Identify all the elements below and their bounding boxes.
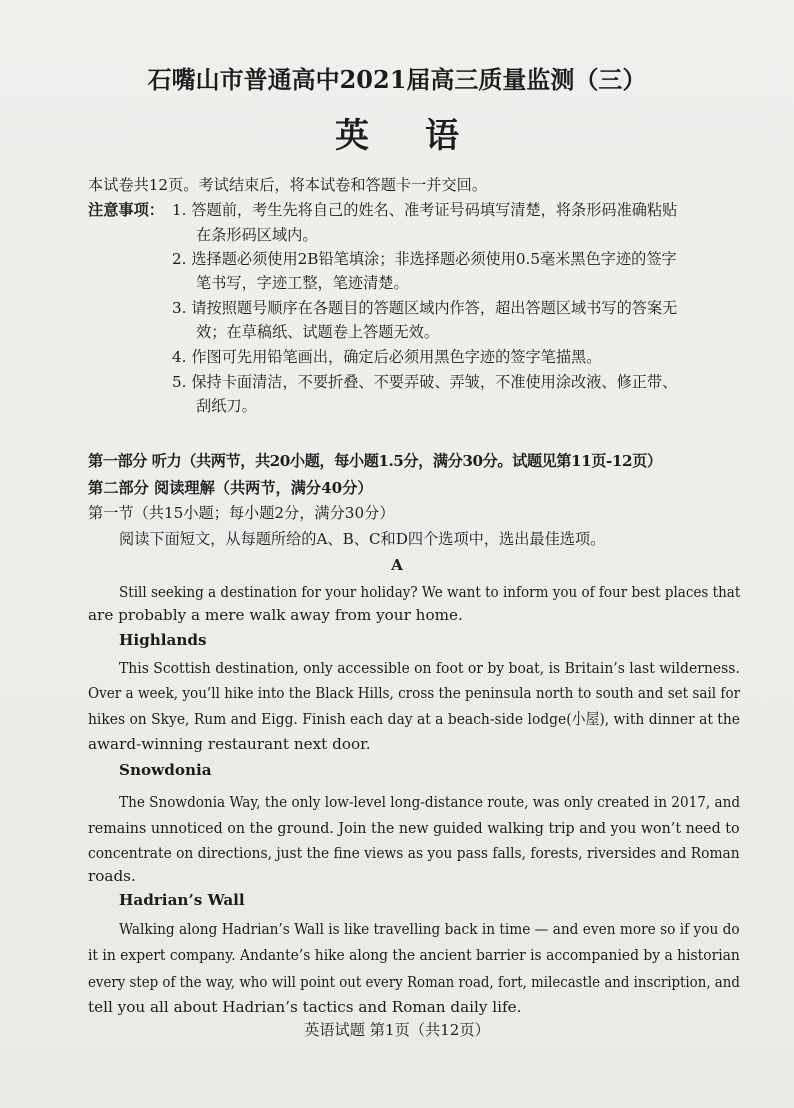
paragraph-line: hikes on Skye, Rum and Eigg. Finish each day at a beach-side lodge(小屋), with dinner at the (88, 710, 740, 728)
notice-item-4: 4. 作图可先用铅笔画出，确定后必须用黑色字迹的签字笔描黑。 (172, 348, 602, 366)
notice-item-3-cont: 效；在草稿纸、试题卷上答题无效。 (196, 323, 439, 341)
notice-item-2: 2. 选择题必须使用2B铅笔填涂；非选择题必须使用0.5毫米黑色字迹的签字 (172, 250, 677, 268)
paragraph-line: roads. (88, 867, 136, 885)
notice-item-3: 3. 请按照题号顺序在各题目的答题区域内作答，超出答题区域书写的答案无 (172, 299, 678, 317)
exam-subject: 英语 (335, 116, 515, 156)
paragraph-line: Over a week, you’ll hike into the Black Hills, cross the peninsula north to south and set sail for (88, 684, 741, 702)
paragraph-line: award-winning restaurant next door. (88, 735, 371, 753)
part1-heading: 第一部分 听力（共两节，共20小题，每小题1.5分，满分30分。试题见第11页-12页） (88, 452, 662, 470)
reading-instruction: 阅读下面短文，从每题所给的A、B、C和D四个选项中，选出最佳选项。 (119, 530, 606, 548)
paragraph-line: remains unnoticed on the ground. Join the new guided walking trip and you won’t need to (88, 819, 740, 837)
notice-item-5-cont: 刮纸刀。 (196, 397, 257, 415)
notice-item-2-cont: 笔书写，字迹工整，笔迹清楚。 (196, 274, 409, 292)
section1-heading: 第一节（共15小题；每小题2分，满分30分） (88, 504, 395, 522)
page-footer: 英语试题 第1页（共12页） (304, 1021, 490, 1039)
part2-heading: 第二部分 阅读理解（共两节，满分40分） (88, 479, 373, 497)
passage-intro-line: are probably a mere walk away from your home. (88, 606, 463, 624)
paragraph-line: The Snowdonia Way, the only low-level long-distance route, was only created in 2017, and (119, 793, 741, 811)
paragraph-line: Walking along Hadrian’s Wall is like travelling back in time — and even more so if you do (119, 920, 740, 938)
passage-intro-line: Still seeking a destination for your holiday? We want to inform you of four best places that (119, 583, 741, 601)
notice-item-5: 5. 保持卡面清洁，不要折叠、不要弄破、弄皱，不准使用涂改液、修正带、 (172, 373, 678, 391)
paragraph-line: it in expert company. Andante’s hike along the ancient barrier is accompanied by a historian (88, 946, 740, 964)
section-heading-highlands: Highlands (119, 631, 207, 649)
paragraph-line: tell you all about Hadrian’s tactics and Roman daily life. (88, 998, 522, 1016)
notice-item-1: 1. 答题前，考生先将自己的姓名、准考证号码填写清楚，将条形码准确粘贴 (172, 201, 678, 219)
passage-label: A (391, 556, 403, 574)
exam-title: 石嘴山市普通高中2021届高三质量监测（三） (147, 65, 647, 94)
section-heading-snowdonia: Snowdonia (119, 761, 212, 779)
paragraph-line: This Scottish destination, only accessible on foot or by boat, is Britain’s last wilderness. (119, 659, 740, 677)
paragraph-line: every step of the way, who will point out every Roman road, fort, milecastle and inscription, and (88, 973, 740, 991)
paragraph-line: concentrate on directions, just the fine views as you pass falls, forests, riversides and Roman (88, 844, 740, 862)
section-heading-hadrians-wall: Hadrian’s Wall (119, 891, 245, 909)
notice-item-1-cont: 在条形码区域内。 (196, 226, 318, 244)
intro-line: 本试卷共12页。考试结束后，将本试卷和答题卡一并交回。 (88, 176, 488, 194)
notice-label: 注意事项： (88, 201, 164, 219)
